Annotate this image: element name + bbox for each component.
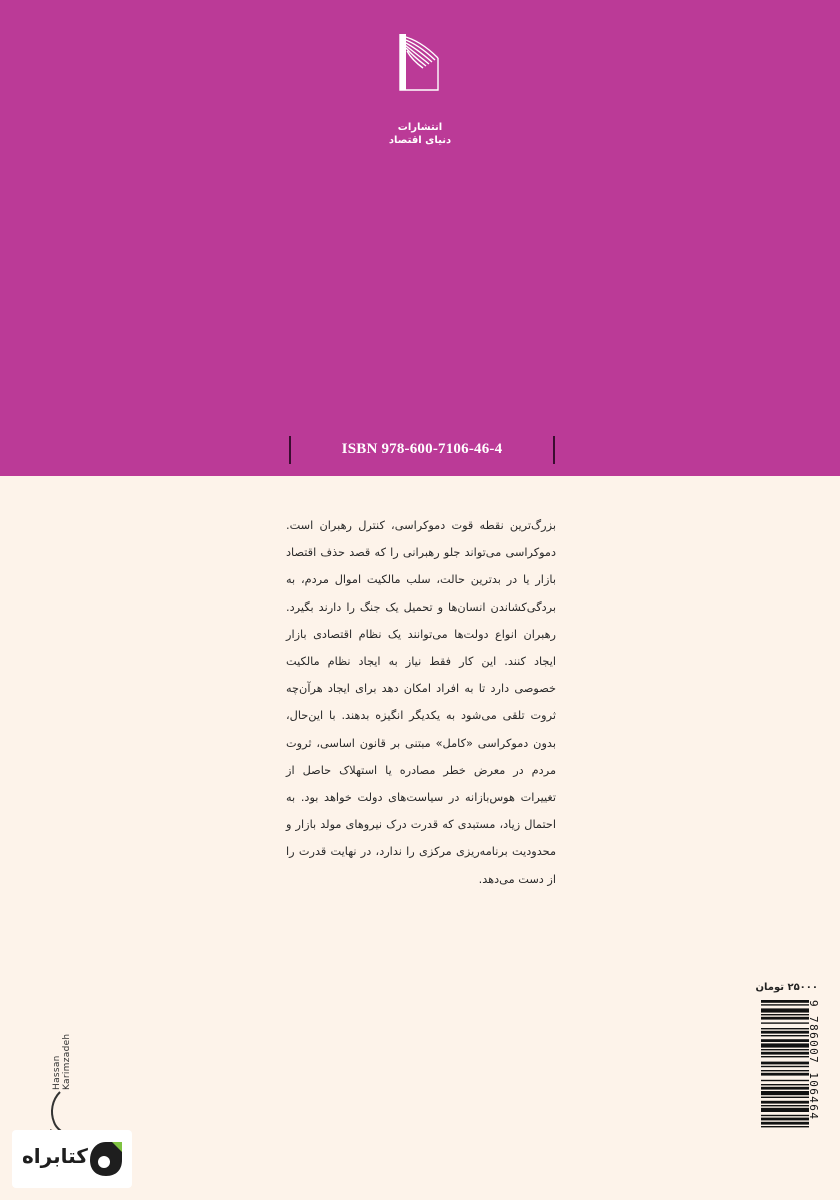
publisher-logo (388, 30, 452, 150)
watermark-logo-icon (88, 1140, 124, 1178)
designer-credit: Hassan Karimzadeh (52, 1033, 72, 1090)
open-book-icon (398, 30, 442, 94)
back-cover-blurb: بزرگ‌ترین نقطه قوت دموکراسی، کنترل رهبران است. دموکراسی می‌تواند جلو رهبرانی را که قصد حذف اقتصاد بازار یا در بدترین حالت، سلب مالکیت اموال مردم، به بردگی‌کشاندن انسان‌ها و تحمیل یک جنگ را دارند بگیرد. رهبران انواع دولت‌ها می‌توانند یک نظام اقتصادی بازار ایجاد کنند. این کار فقط نیاز به ایجاد نظام مالکیت خصوصی دارد تا به افراد امکان دهد برای ایجاد هرآن‌چه ثروت تلقی می‌شود به یکدیگر انگیزه بدهند. با این‌حال، بدون دموکراسی «کامل» مبتنی بر قانون اساسی، ثروت مردم در معرض خطر مصادره یا استهلاک حاصل از تغییرات هوس‌بازانه در سیاست‌های دولت خواهد بود. به احتمال زیاد، مستبدی که قدرت درک نیروهای مولد بازار و محدودیت برنامه‌ریزی مرکزی را ندارد، در نهایت قدرت را از دست می‌دهد. (286, 519, 556, 886)
publisher-name-line2: دنیای اقتصاد (388, 135, 452, 146)
barcode-digits: 9 786007 106464 (807, 1000, 820, 1121)
isbn-bar (289, 436, 555, 464)
isbn-text: ISBN 978-600-7106-46-4 (341, 441, 503, 457)
publisher-name-line1: انتشارات (397, 122, 443, 133)
price-label: ۲۵۰۰۰ تومان (755, 982, 818, 993)
watermark-text: کتابراه (22, 1144, 88, 1168)
cover-top-panel (0, 0, 840, 476)
watermark-badge (12, 1130, 132, 1188)
